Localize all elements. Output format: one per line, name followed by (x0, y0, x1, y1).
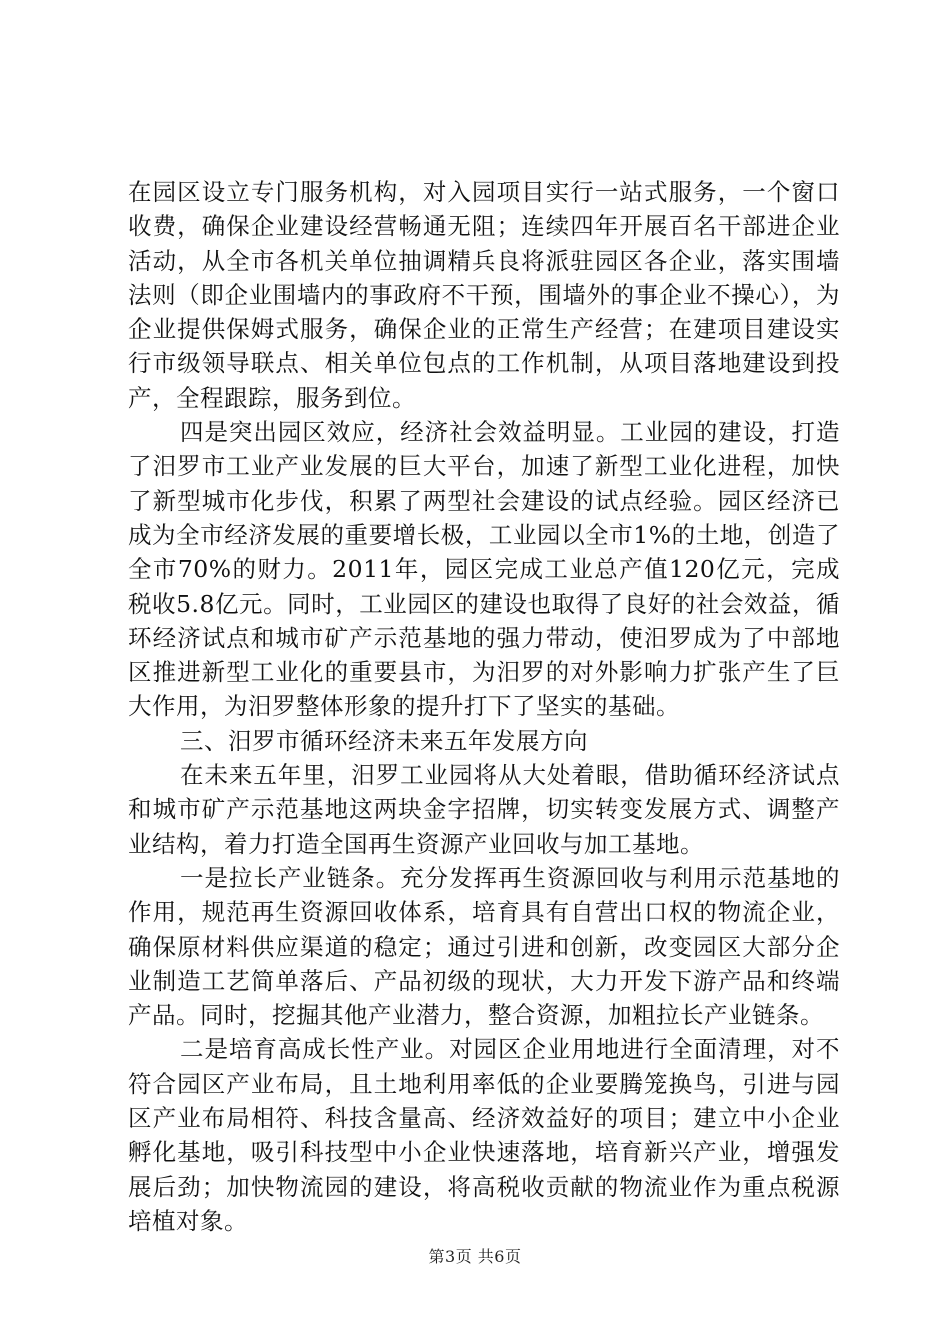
page-number-footer: 第3页 共6页 (428, 1247, 522, 1266)
paragraph-industry-chain: 一是拉长产业链条。充分发挥再生资源回收与利用示范基地的作用，规范再生资源回收体系，培育具有自营出口权的物流企业，确保原材料供应渠道的稳定；通过引进和创新，改变园区大部分企业制造工艺简单落后、产品初级的现状，大力开发下游产品和终端产品。同时，挖掘其他产业潜力，整合资源，加粗拉长产业链条。 (128, 863, 840, 1030)
paragraph-park-effect: 四是突出园区效应，经济社会效益明显。工业园的建设，打造了汨罗市工业产业发展的巨大平台，加速了新型工业化进程，加快了新型城市化步伐，积累了两型社会建设的试点经验。园区经济已成为全市经济发展的重要增长极，工业园以全市1%的土地，创造了全市70%的财力。2011年，园区完成工业总产值120亿元，完成税收5.8亿元。同时，工业园区的建设也取得了良好的社会效益，循环经济试点和城市矿产示范基地的强力带动，使汨罗成为了中部地区推进新型工业化的重要县市，为汨罗的对外影响力扩张产生了巨大作用，为汨罗整体形象的提升打下了坚实的基础。 (128, 418, 840, 721)
document-body (128, 175, 840, 1238)
paragraph-five-year-outlook: 在未来五年里，汨罗工业园将从大处着眼，借助循环经济试点和城市矿产示范基地这两块金字招牌，切实转变发展方式、调整产业结构，着力打造全国再生资源产业回收与加工基地。 (128, 761, 840, 858)
section-heading-future-direction: 三、汨罗市循环经济未来五年发展方向 (180, 726, 588, 755)
paragraph-high-growth-industry: 二是培育高成长性产业。对园区企业用地进行全面清理，对不符合园区产业布局，且土地利用率低的企业要腾笼换鸟，引进与园区产业布局相符、科技含量高、经济效益好的项目；建立中小企业孵化基地，吸引科技型中小企业快速落地，培育新兴产业，增强发展后劲；加快物流园的建设，将高税收贡献的物流业作为重点税源培植对象。 (128, 1035, 840, 1235)
paragraph-service-mechanism: 在园区设立专门服务机构，对入园项目实行一站式服务，一个窗口收费，确保企业建设经营畅通无阻；连续四年开展百名干部进企业活动，从全市各机关单位抽调精兵良将派驻园区各企业，落实围墙法则（即企业围墙内的事政府不干预，围墙外的事企业不操心），为企业提供保姆式服务，确保企业的正常生产经营；在建项目建设实行市级领导联点、相关单位包点的工作机制，从项目落地建设到投产，全程跟踪，服务到位。 (128, 178, 840, 412)
